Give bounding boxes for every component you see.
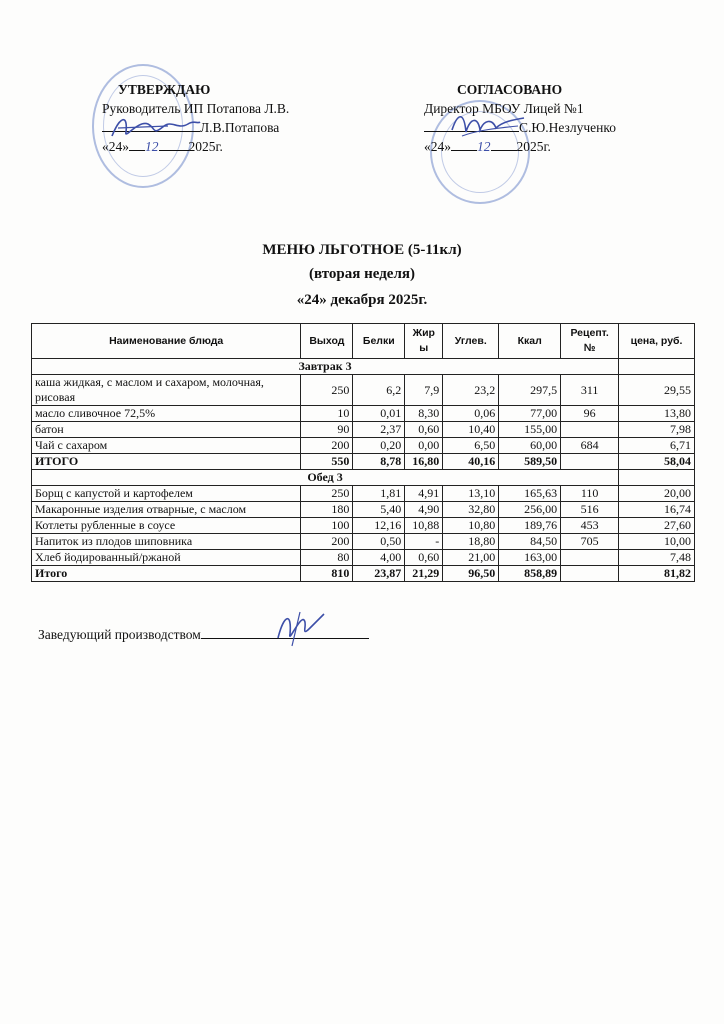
table-cell: 0,60 xyxy=(405,550,443,566)
table-cell: 4,90 xyxy=(405,502,443,518)
signature-line xyxy=(201,625,369,639)
table-cell: 13,10 xyxy=(443,486,499,502)
table-cell: 8,30 xyxy=(405,406,443,422)
table-cell: 7,48 xyxy=(619,550,695,566)
col-header-kcal: Ккал xyxy=(499,324,561,359)
table-row xyxy=(32,550,695,566)
table-cell: 0,50 xyxy=(353,534,405,550)
table-cell: 705 xyxy=(561,534,619,550)
table-cell: 10,40 xyxy=(443,422,499,438)
table-cell: 200 xyxy=(301,534,353,550)
approval-signer-name: С.Ю.Незлученко xyxy=(519,120,616,135)
table-cell: 18,80 xyxy=(443,534,499,550)
approval-title: СОГЛАСОВАНО xyxy=(457,82,563,97)
table-row xyxy=(32,406,695,422)
table-cell: Напиток из плодов шиповника xyxy=(32,534,301,550)
table-cell: 6,2 xyxy=(353,375,405,406)
table-row xyxy=(32,534,695,550)
table-cell: - xyxy=(405,534,443,550)
date-day: «24» xyxy=(424,139,451,154)
footer-signature xyxy=(38,625,369,643)
menu-table xyxy=(31,323,695,582)
approval-signature-line xyxy=(424,118,644,137)
table-cell: 10,80 xyxy=(443,518,499,534)
table-cell: 297,5 xyxy=(499,375,561,406)
section-title: Завтрак 3 xyxy=(32,359,619,375)
table-row xyxy=(32,422,695,438)
total-cell: 21,29 xyxy=(405,566,443,582)
table-cell: 163,00 xyxy=(499,550,561,566)
table-cell: 311 xyxy=(561,375,619,406)
col-header-name: Наименование блюда xyxy=(32,324,301,359)
section-header-row xyxy=(32,359,695,375)
section-price-cell xyxy=(619,470,695,486)
table-cell: 80 xyxy=(301,550,353,566)
table-cell: 250 xyxy=(301,486,353,502)
approval-block-right xyxy=(424,80,644,156)
menu-title: МЕНЮ ЛЬГОТНОЕ (5-11кл) xyxy=(262,242,462,258)
col-header-protein: Белки xyxy=(353,324,405,359)
table-row xyxy=(32,518,695,534)
table-cell: 684 xyxy=(561,438,619,454)
date-month: 12 xyxy=(145,139,159,154)
table-cell: 110 xyxy=(561,486,619,502)
table-cell: 7,9 xyxy=(405,375,443,406)
table-row xyxy=(32,486,695,502)
approval-signature-line xyxy=(102,118,352,137)
table-cell: 60,00 xyxy=(499,438,561,454)
approval-date xyxy=(424,137,644,156)
table-row xyxy=(32,375,695,406)
table-cell: 13,80 xyxy=(619,406,695,422)
footer-label: Заведующий производством xyxy=(38,627,201,642)
menu-date: «24» декабря 2025г. xyxy=(296,292,428,308)
table-cell: 453 xyxy=(561,518,619,534)
total-cell: 96,50 xyxy=(443,566,499,582)
total-cell: 858,89 xyxy=(499,566,561,582)
table-cell: 1,81 xyxy=(353,486,405,502)
table-cell: 84,50 xyxy=(499,534,561,550)
col-header-recipe: Рецепт. № xyxy=(561,324,619,359)
table-cell: 23,2 xyxy=(443,375,499,406)
table-cell: 6,71 xyxy=(619,438,695,454)
section-header-row xyxy=(32,470,695,486)
total-cell: 589,50 xyxy=(499,454,561,470)
table-cell: каша жидкая, с маслом и сахаром, молочная, рисовая xyxy=(32,375,301,406)
total-row xyxy=(32,566,695,582)
total-cell xyxy=(561,566,619,582)
table-cell: 100 xyxy=(301,518,353,534)
approval-position: Руководитель ИП Потапова Л.В. xyxy=(102,101,290,116)
total-cell xyxy=(561,454,619,470)
approval-date xyxy=(102,137,352,156)
total-cell: 810 xyxy=(301,566,353,582)
table-cell: Борщ с капустой и картофелем xyxy=(32,486,301,502)
table-cell: 20,00 xyxy=(619,486,695,502)
table-cell: 180 xyxy=(301,502,353,518)
table-cell: 32,80 xyxy=(443,502,499,518)
table-cell: 189,76 xyxy=(499,518,561,534)
table-row xyxy=(32,502,695,518)
section-title: Обед 3 xyxy=(32,470,619,486)
table-cell: 0,20 xyxy=(353,438,405,454)
table-cell: 10,00 xyxy=(619,534,695,550)
table-cell: 27,60 xyxy=(619,518,695,534)
table-cell xyxy=(561,422,619,438)
total-cell: Итого xyxy=(32,566,301,582)
table-cell: 10,88 xyxy=(405,518,443,534)
total-cell: 23,87 xyxy=(353,566,405,582)
table-cell: 96 xyxy=(561,406,619,422)
table-cell: 250 xyxy=(301,375,353,406)
total-cell: 40,16 xyxy=(443,454,499,470)
approval-position: Директор МБОУ Лицей №1 xyxy=(424,101,584,116)
table-cell: 77,00 xyxy=(499,406,561,422)
table-cell: 5,40 xyxy=(353,502,405,518)
total-cell: 58,04 xyxy=(619,454,695,470)
table-cell: 0,00 xyxy=(405,438,443,454)
table-cell: Чай с сахаром xyxy=(32,438,301,454)
date-month: 12 xyxy=(477,139,491,154)
col-header-yield: Выход xyxy=(301,324,353,359)
date-year: 2025г. xyxy=(516,139,551,154)
table-cell: 200 xyxy=(301,438,353,454)
table-cell: 12,16 xyxy=(353,518,405,534)
table-cell: 21,00 xyxy=(443,550,499,566)
table-cell: 7,98 xyxy=(619,422,695,438)
col-header-price: цена, руб. xyxy=(619,324,695,359)
menu-subtitle: (вторая неделя) xyxy=(309,266,415,282)
approval-title: УТВЕРЖДАЮ xyxy=(118,82,211,97)
table-cell: Макаронные изделия отварные, с маслом xyxy=(32,502,301,518)
table-cell: 165,63 xyxy=(499,486,561,502)
table-cell: 16,74 xyxy=(619,502,695,518)
table-cell: Котлеты рубленные в соусе xyxy=(32,518,301,534)
table-cell: 155,00 xyxy=(499,422,561,438)
table-cell: 29,55 xyxy=(619,375,695,406)
date-year: 2025г. xyxy=(188,139,223,154)
table-header-row xyxy=(32,324,695,359)
table-cell: 0,01 xyxy=(353,406,405,422)
section-price-cell xyxy=(619,359,695,375)
total-row xyxy=(32,454,695,470)
table-cell: 4,00 xyxy=(353,550,405,566)
total-cell: 550 xyxy=(301,454,353,470)
col-header-fat: Жир ы xyxy=(405,324,443,359)
table-cell: 0,06 xyxy=(443,406,499,422)
table-cell: 516 xyxy=(561,502,619,518)
total-cell: 16,80 xyxy=(405,454,443,470)
table-cell: 10 xyxy=(301,406,353,422)
table-cell: 6,50 xyxy=(443,438,499,454)
table-cell: 0,60 xyxy=(405,422,443,438)
table-row xyxy=(32,438,695,454)
table-cell: Хлеб йодированный/ржаной xyxy=(32,550,301,566)
date-day: «24» xyxy=(102,139,129,154)
total-cell: ИТОГО xyxy=(32,454,301,470)
table-cell: масло сливочное 72,5% xyxy=(32,406,301,422)
total-cell: 81,82 xyxy=(619,566,695,582)
approval-signer-name: Л.В.Потапова xyxy=(200,120,280,135)
table-cell: 2,37 xyxy=(353,422,405,438)
approval-block-left xyxy=(102,80,352,156)
table-cell xyxy=(561,550,619,566)
col-header-carbs: Углев. xyxy=(443,324,499,359)
table-cell: батон xyxy=(32,422,301,438)
table-cell: 256,00 xyxy=(499,502,561,518)
table-cell: 4,91 xyxy=(405,486,443,502)
total-cell: 8,78 xyxy=(353,454,405,470)
table-cell: 90 xyxy=(301,422,353,438)
